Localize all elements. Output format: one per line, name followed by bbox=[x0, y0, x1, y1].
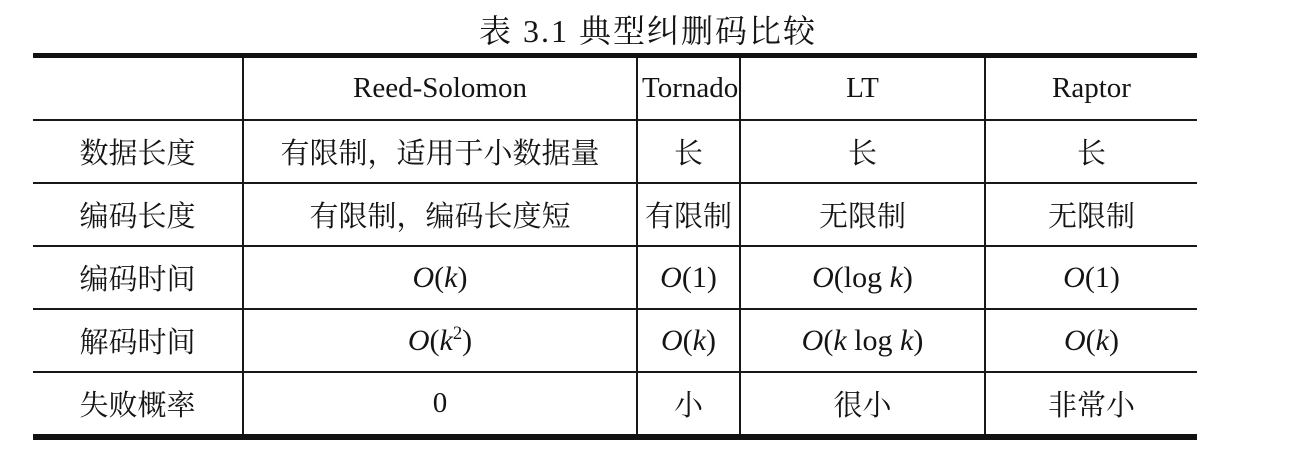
erasure-code-comparison-table bbox=[33, 53, 1197, 440]
table-cell: $O(k^2)$ bbox=[243, 309, 637, 372]
table-cell: O(k) bbox=[637, 309, 740, 372]
table-cell: 长 bbox=[740, 120, 985, 183]
table-cell: 长 bbox=[637, 120, 740, 183]
table-cell: O(log k) bbox=[740, 246, 985, 309]
table-head bbox=[33, 56, 1197, 121]
table-cell: 无限制 bbox=[985, 183, 1197, 246]
table-cell: 有限制，编码长度短 bbox=[243, 183, 637, 246]
table-row bbox=[33, 309, 1197, 372]
table-cell: O(k) bbox=[985, 309, 1197, 372]
table-cell: 无限制 bbox=[740, 183, 985, 246]
table-row bbox=[33, 372, 1197, 437]
table-cell: 0 bbox=[243, 372, 637, 437]
table-cell: 小 bbox=[637, 372, 740, 437]
column-header-tornado: Tornado bbox=[637, 56, 740, 121]
table-cell: 很小 bbox=[740, 372, 985, 437]
column-header-lt: LT bbox=[740, 56, 985, 121]
table-cell: O(1) bbox=[985, 246, 1197, 309]
row-label: 失败概率 bbox=[33, 372, 243, 437]
table-body bbox=[33, 120, 1197, 437]
row-label: 解码时间 bbox=[33, 309, 243, 372]
row-label: 编码时间 bbox=[33, 246, 243, 309]
table-row bbox=[33, 246, 1197, 309]
row-label: 数据长度 bbox=[33, 120, 243, 183]
table-cell: 有限制，适用于小数据量 bbox=[243, 120, 637, 183]
table-cell: 非常小 bbox=[985, 372, 1197, 437]
row-label: 编码长度 bbox=[33, 183, 243, 246]
table-row bbox=[33, 183, 1197, 246]
header-row bbox=[33, 56, 1197, 121]
table-row bbox=[33, 120, 1197, 183]
corner-header-cell bbox=[33, 56, 243, 121]
table-cell: O(k log k) bbox=[740, 309, 985, 372]
table-cell: O(1) bbox=[637, 246, 740, 309]
table-cell: 长 bbox=[985, 120, 1197, 183]
table-caption: 表 3.1 典型纠删码比较 bbox=[478, 13, 817, 49]
column-header-raptor: Raptor bbox=[985, 56, 1197, 121]
column-header-reed-solomon: Reed-Solomon bbox=[243, 56, 637, 121]
table-cell: O(k) bbox=[243, 246, 637, 309]
table-cell: 有限制 bbox=[637, 183, 740, 246]
